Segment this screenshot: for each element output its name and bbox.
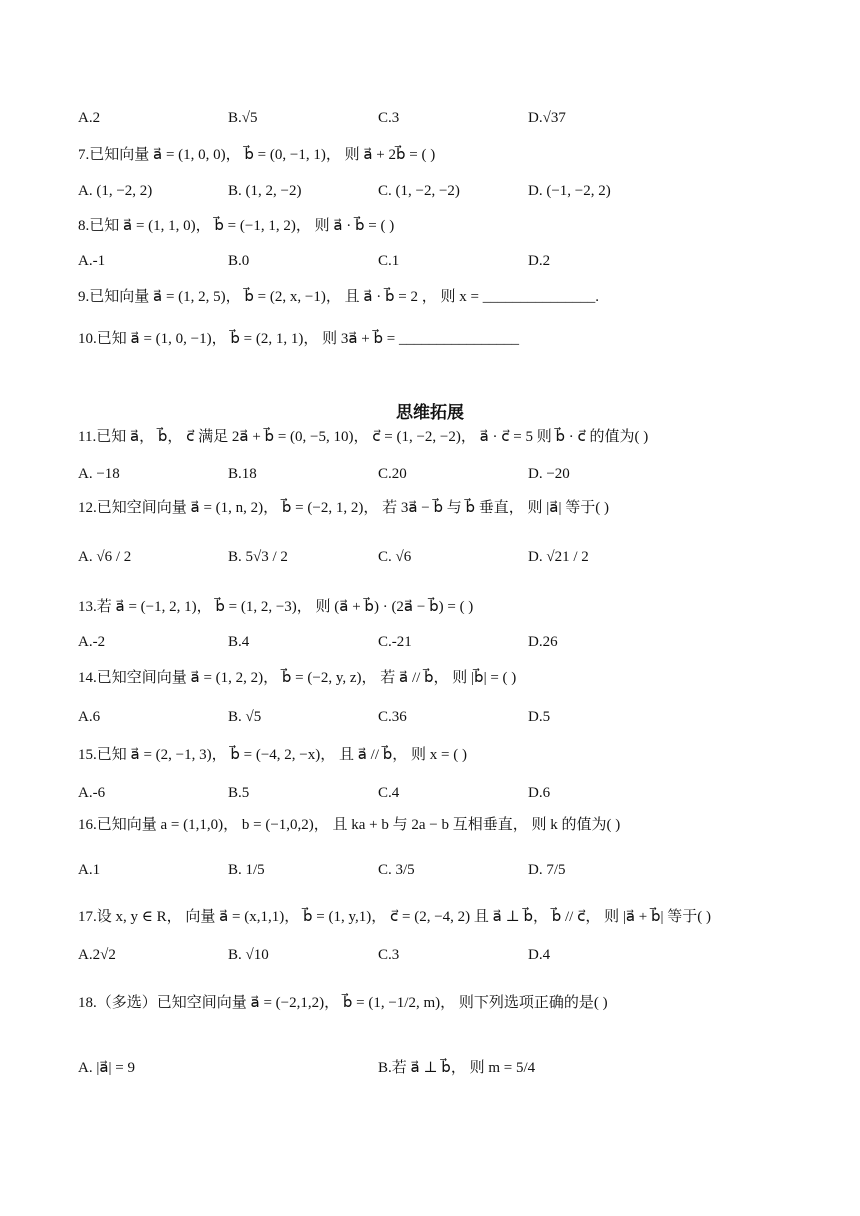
question-15-stem: 15.已知 a⃗ = (2, −1, 3)， b⃗ = (−4, 2, −x)， 且 a⃗ // b⃗， 则 x = ( ) bbox=[78, 747, 467, 763]
q8-option-a: A.-1 bbox=[78, 253, 106, 269]
question-14-stem: 14.已知空间向量 a⃗ = (1, 2, 2)， b⃗ = (−2, y, z)， 若 a⃗ // b⃗， 则 |b⃗| = ( ) bbox=[78, 670, 517, 686]
q11-option-b: B.18 bbox=[228, 466, 257, 482]
question-17-stem: 17.设 x, y ∈ R， 向量 a⃗ = (x,1,1)， b⃗ = (1, y,1)， c⃗ = (2, −4, 2) 且 a⃗ ⊥ b⃗， b⃗ // c⃗， 则 |a⃗ + b⃗| 等于( ) bbox=[78, 909, 711, 925]
q17-option-b: B. √10 bbox=[228, 947, 269, 963]
question-12-stem: 12.已知空间向量 a⃗ = (1, n, 2)， b⃗ = (−2, 1, 2)， 若 3a⃗ − b⃗ 与 b⃗ 垂直， 则 |a⃗| 等于( ) bbox=[78, 500, 609, 516]
q12-option-a: A. √6 / 2 bbox=[78, 549, 132, 565]
question-16-stem: 16.已知向量 a = (1,1,0)， b = (−1,0,2)， 且 ka + b 与 2a − b 互相垂直， 则 k 的值为( ) bbox=[78, 817, 621, 833]
question-9-stem: 9.已知向量 a⃗ = (1, 2, 5)， b⃗ = (2, x, −1)， 且 a⃗ · b⃗ = 2 ， 则 x = _______________. bbox=[78, 289, 599, 305]
q17-option-c: C.3 bbox=[378, 947, 400, 963]
q15-option-a: A.-6 bbox=[78, 785, 106, 801]
q14-option-d: D.5 bbox=[528, 709, 551, 725]
q17-option-d: D.4 bbox=[528, 947, 551, 963]
q6-option-b: B.√5 bbox=[228, 110, 258, 126]
q18-option-b: B.若 a⃗ ⊥ b⃗， 则 m = 5/4 bbox=[378, 1060, 536, 1076]
q8-option-b: B.0 bbox=[228, 253, 250, 269]
q13-option-c: C.-21 bbox=[378, 634, 412, 650]
q15-option-c: C.4 bbox=[378, 785, 400, 801]
q18-option-a: A. |a⃗| = 9 bbox=[78, 1060, 135, 1076]
q15-option-d: D.6 bbox=[528, 785, 551, 801]
q17-option-a: A.2√2 bbox=[78, 947, 116, 963]
q11-option-d: D. −20 bbox=[528, 466, 570, 482]
q12-option-c: C. √6 bbox=[378, 549, 412, 565]
q14-option-b: B. √5 bbox=[228, 709, 262, 725]
q13-option-a: A.-2 bbox=[78, 634, 106, 650]
q14-option-a: A.6 bbox=[78, 709, 101, 725]
q11-option-c: C.20 bbox=[378, 466, 407, 482]
q8-option-c: C.1 bbox=[378, 253, 400, 269]
q7-option-a: A. (1, −2, 2) bbox=[78, 183, 153, 199]
q13-option-b: B.4 bbox=[228, 634, 250, 650]
q16-option-a: A.1 bbox=[78, 862, 101, 878]
question-18-stem: 18.（多选）已知空间向量 a⃗ = (−2,1,2)， b⃗ = (1, −1/2, m)， 则下列选项正确的是( ) bbox=[78, 995, 608, 1011]
q16-option-b: B. 1/5 bbox=[228, 862, 265, 878]
section-heading: 思维拓展 bbox=[396, 403, 464, 423]
question-7-stem: 7.已知向量 a⃗ = (1, 0, 0)， b⃗ = (0, −1, 1)， 则 a⃗ + 2b⃗ = ( ) bbox=[78, 147, 436, 163]
q7-option-c: C. (1, −2, −2) bbox=[378, 183, 460, 199]
q12-option-d: D. √21 / 2 bbox=[528, 549, 589, 565]
q12-option-b: B. 5√3 / 2 bbox=[228, 549, 288, 565]
q7-option-d: D. (−1, −2, 2) bbox=[528, 183, 611, 199]
q13-option-d: D.26 bbox=[528, 634, 558, 650]
q6-option-d: D.√37 bbox=[528, 110, 566, 126]
question-11-stem: 11.已知 a⃗， b⃗， c⃗ 满足 2a⃗ + b⃗ = (0, −5, 10)， c⃗ = (1, −2, −2)， a⃗ · c⃗ = 5 则 b⃗ · c⃗ 的值为( ) bbox=[78, 429, 649, 445]
q8-option-d: D.2 bbox=[528, 253, 551, 269]
q16-option-c: C. 3/5 bbox=[378, 862, 415, 878]
question-10-stem: 10.已知 a⃗ = (1, 0, −1)， b⃗ = (2, 1, 1)， 则 3a⃗ + b⃗ = ________________ bbox=[78, 331, 519, 347]
question-13-stem: 13.若 a⃗ = (−1, 2, 1)， b⃗ = (1, 2, −3)， 则 (a⃗ + b⃗) · (2a⃗ − b⃗) = ( ) bbox=[78, 599, 474, 615]
q11-option-a: A. −18 bbox=[78, 466, 120, 482]
question-8-stem: 8.已知 a⃗ = (1, 1, 0)， b⃗ = (−1, 1, 2)， 则 a⃗ · b⃗ = ( ) bbox=[78, 218, 395, 234]
q16-option-d: D. 7/5 bbox=[528, 862, 566, 878]
q14-option-c: C.36 bbox=[378, 709, 407, 725]
q6-option-c: C.3 bbox=[378, 110, 400, 126]
q15-option-b: B.5 bbox=[228, 785, 250, 801]
q7-option-b: B. (1, 2, −2) bbox=[228, 183, 302, 199]
q6-option-a: A.2 bbox=[78, 110, 101, 126]
